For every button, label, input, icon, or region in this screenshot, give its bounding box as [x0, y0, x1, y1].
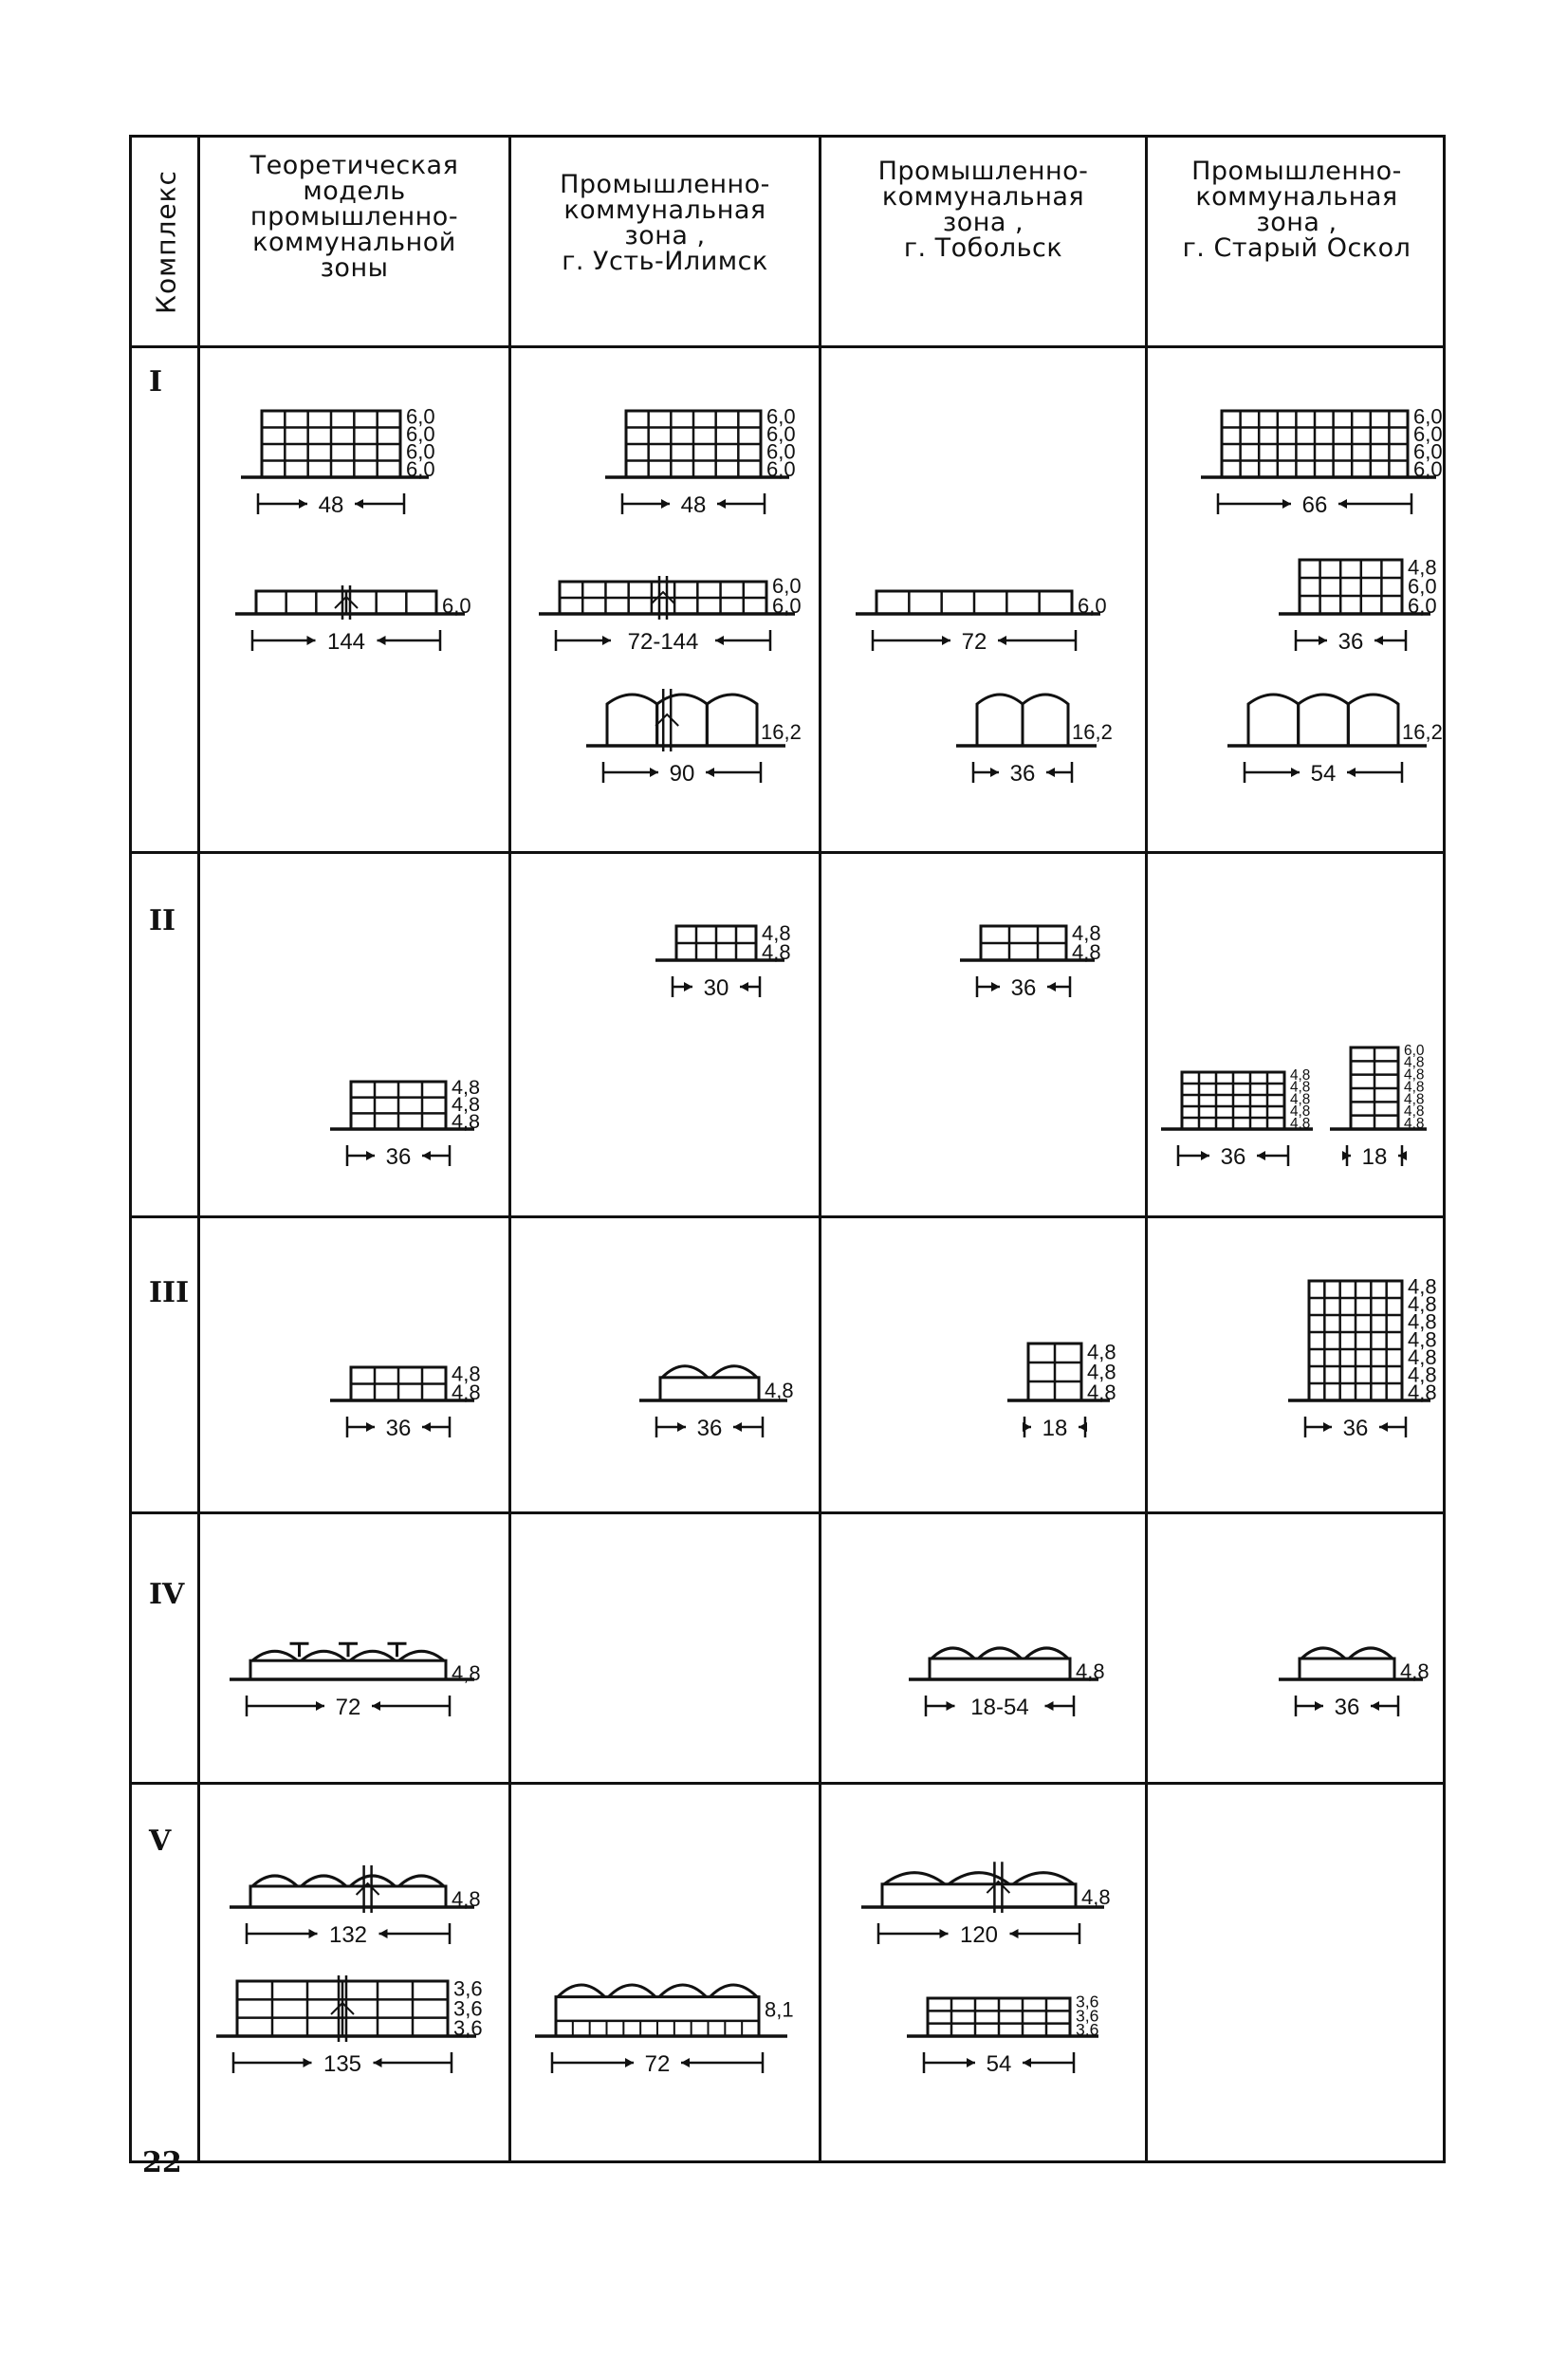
svg-text:4,8: 4,8: [1404, 1066, 1425, 1084]
svg-text:6,0: 6,0: [406, 457, 435, 481]
row-label-2: II: [149, 904, 176, 937]
svg-text:4,8: 4,8: [1076, 1659, 1105, 1683]
row-label-5: V: [149, 1825, 172, 1858]
svg-text:4,8: 4,8: [1290, 1116, 1311, 1132]
svg-text:54: 54: [1310, 761, 1337, 787]
building-multistory: [960, 921, 1101, 1001]
svg-text:6,0: 6,0: [1413, 457, 1443, 481]
svg-text:3,6: 3,6: [1076, 2006, 1099, 2026]
svg-text:4,8: 4,8: [1081, 1884, 1111, 1909]
svg-text:4,8: 4,8: [1404, 1116, 1425, 1132]
svg-text:4,8: 4,8: [1290, 1066, 1311, 1084]
svg-text:4,8: 4,8: [1408, 1362, 1437, 1387]
svg-text:144: 144: [326, 629, 366, 655]
building-arched: [1279, 1648, 1430, 1720]
building-silo: [1227, 695, 1443, 787]
svg-text:3,6: 3,6: [1076, 1992, 1099, 2011]
svg-text:72: 72: [961, 629, 987, 655]
svg-text:6,0: 6,0: [766, 457, 796, 481]
svg-text:36: 36: [696, 1416, 723, 1441]
building-arched: [230, 1865, 481, 1948]
building-multistory: [330, 1075, 480, 1170]
building-multistory: [907, 1993, 1099, 2077]
building-multistory: [1288, 1275, 1437, 1441]
svg-text:4,8: 4,8: [1408, 1309, 1437, 1334]
svg-text:72-144: 72-144: [627, 629, 699, 655]
svg-text:6,0: 6,0: [406, 422, 435, 446]
svg-text:36: 36: [1009, 761, 1036, 787]
svg-text:6,0: 6,0: [1413, 439, 1443, 464]
svg-text:4,8: 4,8: [1408, 555, 1437, 580]
building-multistory: [1279, 555, 1437, 655]
svg-text:6,0: 6,0: [1078, 594, 1107, 618]
svg-text:4,8: 4,8: [1087, 1340, 1116, 1364]
building-arched: [861, 1862, 1111, 1948]
svg-text:6,0: 6,0: [1408, 574, 1437, 599]
building-multistory: [1201, 405, 1443, 519]
svg-text:36: 36: [1220, 1144, 1246, 1170]
svg-text:4,8: 4,8: [762, 921, 791, 945]
header-tobolsk-label: Промышленно- коммунальная зона , г. Тобольск: [877, 157, 1089, 263]
svg-text:30: 30: [703, 975, 729, 1001]
svg-text:4,8: 4,8: [1404, 1054, 1425, 1071]
row-label-4: IV: [149, 1578, 185, 1611]
svg-text:4,8: 4,8: [452, 1362, 481, 1386]
svg-text:4,8: 4,8: [1290, 1079, 1311, 1096]
svg-text:4,8: 4,8: [1072, 940, 1101, 964]
svg-text:36: 36: [1010, 975, 1037, 1001]
svg-text:6,0: 6,0: [772, 594, 802, 618]
building-arched: [535, 1985, 794, 2077]
svg-text:36: 36: [1337, 629, 1364, 655]
svg-text:4,8: 4,8: [1404, 1079, 1425, 1096]
svg-text:6,0: 6,0: [406, 404, 435, 429]
svg-text:4,8: 4,8: [452, 1887, 481, 1911]
svg-text:6,0: 6,0: [1404, 1042, 1425, 1059]
building-multistory: [216, 1975, 483, 2077]
svg-text:16,2: 16,2: [1402, 720, 1443, 744]
svg-text:4,8: 4,8: [1408, 1292, 1437, 1317]
svg-text:6,0: 6,0: [1408, 594, 1437, 618]
svg-text:48: 48: [680, 492, 707, 518]
svg-text:48: 48: [318, 492, 344, 518]
svg-text:8,1: 8,1: [765, 1997, 794, 2022]
svg-text:4,8: 4,8: [1404, 1103, 1425, 1121]
svg-text:4,8: 4,8: [1072, 921, 1101, 945]
header-complex-label: Комплекс: [150, 170, 182, 314]
building-multistory: [1161, 1067, 1313, 1170]
building-silo: [586, 689, 802, 787]
svg-text:4,8: 4,8: [765, 1378, 794, 1402]
row-label-1: I: [149, 365, 163, 399]
svg-text:18: 18: [1361, 1144, 1388, 1170]
svg-text:4,8: 4,8: [1408, 1381, 1437, 1404]
building-multistory: [1007, 1340, 1116, 1441]
svg-text:4,8: 4,8: [452, 1092, 481, 1116]
header-theoretical-model-label: Теоретическая модель промышленно- коммунальной зоны: [249, 151, 459, 283]
building-multistory: [1330, 1043, 1427, 1170]
svg-text:3,6: 3,6: [453, 1976, 483, 2001]
svg-text:18-54: 18-54: [970, 1695, 1029, 1720]
page-number: 22: [142, 2146, 182, 2179]
svg-text:4,8: 4,8: [1408, 1344, 1437, 1369]
svg-text:16,2: 16,2: [1072, 720, 1113, 744]
svg-text:6,0: 6,0: [766, 439, 796, 464]
svg-text:6,0: 6,0: [1413, 404, 1443, 429]
svg-text:4,8: 4,8: [1290, 1091, 1311, 1108]
svg-text:3,6: 3,6: [1076, 2020, 1099, 2039]
svg-text:36: 36: [1334, 1695, 1360, 1720]
svg-text:4,8: 4,8: [1400, 1659, 1430, 1683]
building-arched: [909, 1648, 1105, 1720]
svg-text:72: 72: [335, 1695, 361, 1720]
svg-text:90: 90: [669, 761, 695, 787]
svg-text:4,8: 4,8: [452, 1661, 481, 1686]
building-onestory: [539, 574, 802, 655]
svg-text:4,8: 4,8: [452, 1075, 481, 1099]
building-arched: [639, 1366, 794, 1441]
svg-text:36: 36: [385, 1416, 412, 1441]
building-multistory: [241, 405, 435, 519]
svg-text:6,0: 6,0: [442, 594, 471, 618]
svg-text:3,6: 3,6: [453, 2016, 483, 2040]
svg-text:4,8: 4,8: [1408, 1274, 1437, 1299]
svg-text:3,6: 3,6: [453, 1996, 483, 2021]
svg-text:16,2: 16,2: [761, 720, 802, 744]
svg-text:132: 132: [328, 1922, 368, 1948]
svg-text:18: 18: [1042, 1416, 1068, 1441]
building-multistory: [330, 1362, 481, 1442]
svg-text:4,8: 4,8: [1404, 1091, 1425, 1108]
building-arched: [230, 1643, 481, 1720]
building-multistory: [655, 921, 791, 1001]
svg-text:36: 36: [385, 1144, 412, 1170]
row-label-3: III: [149, 1276, 190, 1309]
svg-text:72: 72: [644, 2051, 671, 2077]
header-stary-oskol-label: Промышленно- коммунальная зона , г. Старый Оскол: [1182, 157, 1411, 263]
building-multistory: [605, 405, 796, 519]
header-ust-ilimsk-label: Промышленно- коммунальная зона , г. Усть-Илимск: [560, 170, 770, 276]
svg-text:4,8: 4,8: [452, 1109, 481, 1133]
building-silo: [956, 695, 1113, 787]
svg-text:6,0: 6,0: [766, 422, 796, 446]
svg-text:6,0: 6,0: [772, 574, 802, 598]
svg-text:36: 36: [1342, 1416, 1369, 1441]
svg-text:120: 120: [959, 1922, 999, 1948]
svg-text:6,0: 6,0: [406, 439, 435, 464]
svg-text:4,8: 4,8: [762, 940, 791, 964]
svg-text:4,8: 4,8: [1290, 1103, 1311, 1121]
svg-text:4,8: 4,8: [1087, 1381, 1116, 1404]
svg-text:4,8: 4,8: [1087, 1360, 1116, 1384]
svg-text:135: 135: [323, 2051, 362, 2077]
svg-text:66: 66: [1301, 492, 1328, 518]
building-onestory: [856, 591, 1107, 655]
svg-text:54: 54: [986, 2051, 1012, 2077]
building-onestory: [235, 585, 471, 655]
svg-text:4,8: 4,8: [1408, 1327, 1437, 1352]
svg-text:6,0: 6,0: [766, 404, 796, 429]
svg-text:4,8: 4,8: [452, 1381, 481, 1404]
svg-text:6,0: 6,0: [1413, 422, 1443, 446]
